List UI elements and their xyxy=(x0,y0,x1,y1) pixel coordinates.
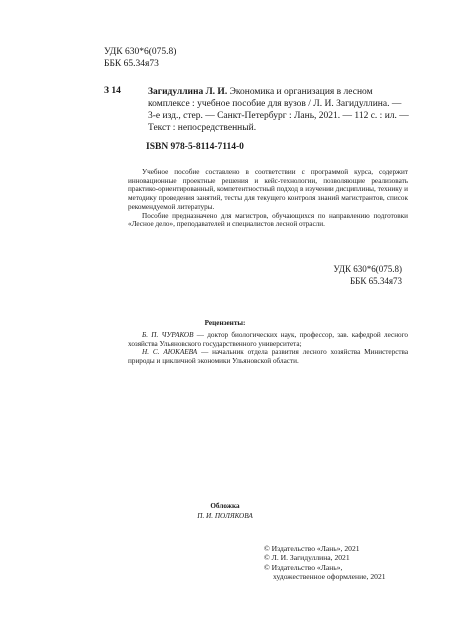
catalog-author: Загидуллина Л. И. xyxy=(148,87,228,97)
cover-label: Обложка xyxy=(210,502,240,510)
copyright-line: © Л. И. Загидуллина, 2021 xyxy=(264,553,350,563)
copyright-line: художественное оформление, 2021 xyxy=(273,572,386,582)
annotation-paragraph: Учебное пособие составлено в соответствии с программой курса, содержит инновационные проектные решения и кейс-технологии, позволяющие реализовать практико-ориентированный, компетентностный подход в изучении дисциплины, технику и методику проведения занятий, тесты для текущего контроля знаний магистрантов, список рекомендуемой литературы. xyxy=(128,168,408,211)
copyright-block xyxy=(264,544,386,582)
copyright-line: © Издательство «Лань», xyxy=(264,562,343,572)
cover-designer: П. И. ПОЛЯКОВА xyxy=(197,512,253,520)
classification-block xyxy=(104,46,176,70)
bbk-code: ББК 65.34я73 xyxy=(350,275,402,286)
bbk-code: ББК 65.34я73 xyxy=(104,59,159,69)
classification-block-repeat xyxy=(333,264,402,287)
udk-code: УДК 630*6(075.8) xyxy=(333,264,402,274)
copyright-line: © Издательство «Лань», 2021 xyxy=(264,544,360,553)
reviewers-list xyxy=(128,331,408,366)
reviewer-name: Б. П. ЧУРАКОВ xyxy=(142,331,194,339)
annotation-paragraph: Пособие предназначено для магистров, обучающихся по направлению подготовки «Лесное дело», преподавателей и специалистов лесной отрасли. xyxy=(128,211,408,229)
catalog-entry xyxy=(148,86,410,134)
annotation xyxy=(128,168,408,229)
reviewer-entry xyxy=(128,348,408,365)
reviewer-entry xyxy=(128,331,408,348)
catalog-description: Экономика и организация в лесном комплексе : учебное пособие для вузов / Л. И. Загидуллина. — 3-е изд., стер. — Санкт-Петербург : Лань, 2021. — 112 с. : ил. — Текст : непосредственный. xyxy=(148,87,409,133)
catalog-code: З 14 xyxy=(104,86,121,96)
udk-code: УДК 630*6(075.8) xyxy=(104,47,177,57)
reviewer-details: — доктор биологических наук, профессор, зав. кафедрой лесного хозяйства Ульяновского государственного университета; xyxy=(128,331,408,348)
reviewers-title: Рецензенты: xyxy=(204,319,246,327)
reviewer-details: — начальник отдела развития лесного хозяйства Министерства природы и цикличной экономики Ульяновской области. xyxy=(128,348,409,366)
isbn: ISBN 978-5-8114-7114-0 xyxy=(146,142,244,152)
reviewer-name: Н. С. АЮКАЕВА xyxy=(142,348,198,357)
